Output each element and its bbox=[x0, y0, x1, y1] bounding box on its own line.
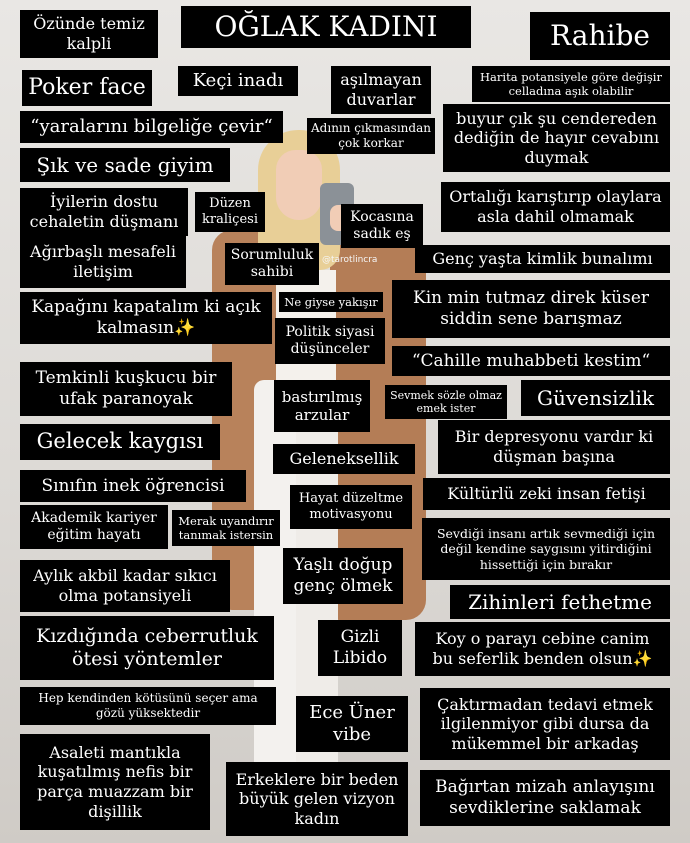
poster-title: OĞLAK KADINI bbox=[181, 6, 471, 48]
trait-keci-inadi: Keçi inadı bbox=[178, 66, 298, 96]
face bbox=[276, 150, 322, 220]
trait-poker-face: Poker face bbox=[22, 70, 152, 106]
trait-hayat-duzeltme: Hayat düzeltme motivasyonu bbox=[290, 485, 412, 529]
trait-ece-uner-vibe: Ece Üner vibe bbox=[296, 696, 408, 752]
trait-temkinli-kuskucu: Temkinli kuşkucu bir ufak paranoyak bbox=[20, 362, 232, 416]
trait-zihinleri-fethetme: Zihinleri fethetme bbox=[450, 585, 670, 619]
trait-kizdiginda-ceberrutluk: Kızdığında ceberrutluk ötesi yöntemler bbox=[20, 616, 274, 680]
trait-gizli-libido: Gizli Libido bbox=[318, 620, 402, 676]
trait-kapagini-kapatalim: Kapağını kapatalım ki açık kalmasın✨ bbox=[20, 292, 272, 344]
trait-kocasina-sadik: Kocasına sadık eş bbox=[341, 204, 423, 248]
trait-duzen-kralicesi: Düzen kraliçesi bbox=[195, 192, 265, 232]
trait-asaleti-mantikla: Asaleti mantıkla kuşatılmış nefis bir parça muazzam bir dişillik bbox=[20, 734, 210, 830]
trait-sik-sade-giyim: Şık ve sade giyim bbox=[20, 148, 230, 182]
trait-genc-yasta-kimlik: Genç yaşta kimlik bunalımı bbox=[415, 245, 670, 273]
trait-akademik-kariyer: Akademik kariyer eğitim hayatı bbox=[20, 505, 168, 549]
trait-erkeklere-bir-beden: Erkeklere bir beden büyük gelen vizyon kadın bbox=[226, 762, 408, 836]
trait-buyur-cik: buyur çık şu cendereden dediğin de hayır cevabını duymak bbox=[443, 104, 670, 172]
trait-kulturlu-zeki: Kültürlü zeki insan fetişi bbox=[423, 478, 670, 510]
trait-sevmek-sozle: Sevmek sözle olmaz emek ister bbox=[385, 385, 507, 419]
trait-iyilerin-dostu: İyilerin dostu cehaletin düşmanı bbox=[20, 188, 188, 236]
trait-sinifin-inek: Sınıfın inek öğrencisi bbox=[20, 470, 246, 502]
trait-sevdigi-insani: Sevdiği insanı artık sevmediği için değil kendine saygısını yitirdiğini hissettiği için bırakır bbox=[422, 518, 670, 580]
trait-bagirtan-mizah: Bağırtan mizah anlayışını sevdiklerine saklamak bbox=[420, 770, 670, 826]
watermark: @tarotlincra bbox=[322, 255, 378, 265]
trait-caktirmadan-tedavi: Çaktırmadan tedavi etmek ilgilenmiyor gibi dursa da mükemmel bir arkadaş bbox=[420, 688, 670, 760]
trait-hep-kendinden-kotusunu: Hep kendinden kötüsünü seçer ama gözü yüksektedir bbox=[20, 687, 276, 725]
trait-aylik-akbil: Aylık akbil kadar sıkıcı olma potansiyeli bbox=[20, 560, 230, 612]
trait-koy-o-parayi: Koy o parayı cebine canim bu seferlik benden olsun✨ bbox=[415, 622, 670, 676]
trait-ozunde-temiz: Özünde temiz kalpli bbox=[20, 10, 158, 58]
trait-geleneksellik: Geleneksellik bbox=[273, 444, 415, 474]
trait-kin-min-tutmaz: Kin min tutmaz direk küser siddin sene barışmaz bbox=[392, 280, 670, 338]
trait-sorumluluk-sahibi: Sorumluluk sahibi bbox=[225, 243, 319, 285]
trait-bir-depresyonu: Bir depresyonu vardır ki düşman başına bbox=[438, 420, 670, 474]
trait-yaralarini-bilgelige: “yaralarını bilgeliğe çevir“ bbox=[20, 111, 283, 143]
trait-guvensizlik: Güvensizlik bbox=[521, 380, 670, 416]
trait-asilmayan-duvarlar: aşılmayan duvarlar bbox=[331, 66, 431, 114]
trait-merak-uyandirir: Merak uyandırır tanımak istersin bbox=[172, 510, 280, 546]
trait-bastirilmis-arzular: bastırılmış arzular bbox=[274, 380, 370, 432]
trait-agirbasli-mesafeli: Ağırbaşlı mesafeli iletişim bbox=[20, 236, 186, 288]
trait-gelecek-kaygisi: Gelecek kaygısı bbox=[20, 424, 220, 460]
trait-rahibe: Rahibe bbox=[530, 12, 670, 60]
trait-cahille-muhabbeti: “Cahille muhabbeti kestim“ bbox=[392, 346, 670, 376]
trait-harita-potansiyel: Harita potansiyele göre değişir celladına aşık olabilir bbox=[472, 66, 670, 102]
trait-ne-giyse-yakisir: Ne giyse yakışır bbox=[279, 292, 383, 312]
trait-politik-siyasi: Politik siyasi düşünceler bbox=[275, 318, 385, 364]
trait-yasli-dogup: Yaşlı doğup genç ölmek bbox=[283, 548, 403, 604]
trait-adinin-cikmasindan: Adının çıkmasından çok korkar bbox=[307, 118, 435, 154]
trait-ortaligi-karistirip: Ortalığı karıştırıp olaylara asla dahil olmamak bbox=[441, 182, 670, 232]
